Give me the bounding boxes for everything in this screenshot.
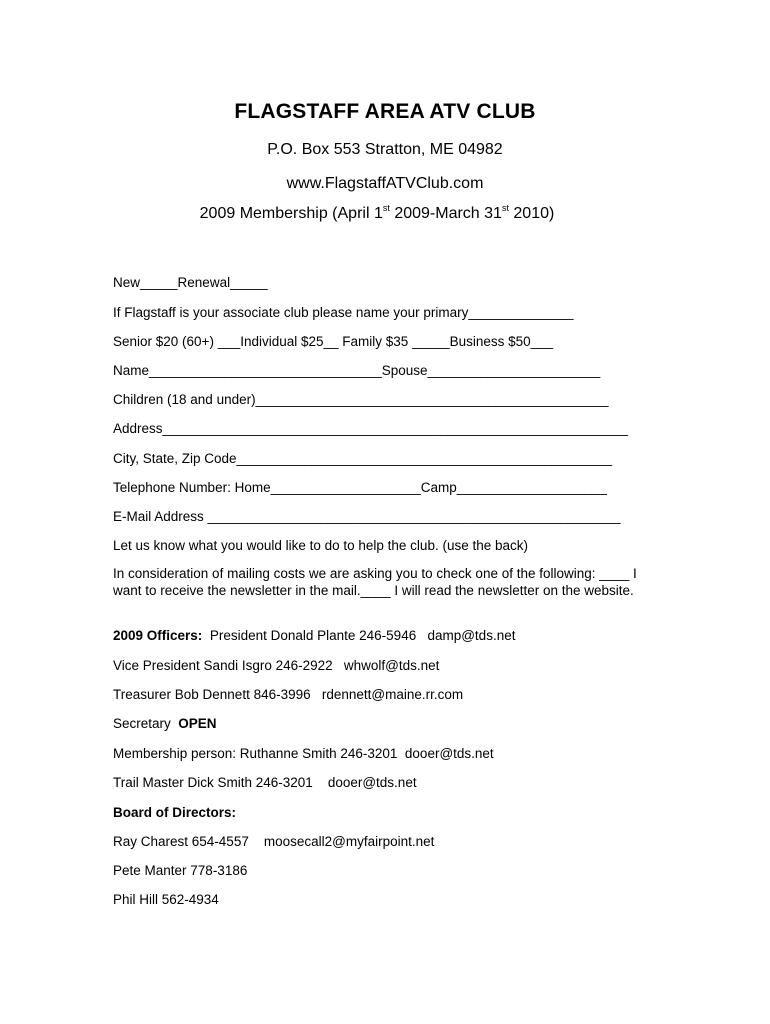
club-mailing-address: P.O. Box 553 Stratton, ME 04982 xyxy=(267,141,503,158)
address-field: Address______________________________________________________________ xyxy=(113,421,629,436)
board-member: Ray Charest 654-4557 moosecall2@myfairpoint.net xyxy=(113,834,435,849)
children-field: Children (18 and under)_______________________________________________ xyxy=(113,392,609,407)
membership-rates-field: Senior $20 (60+) ___Individual $25__ Family $35 _____Business $50___ xyxy=(113,334,554,349)
new-renewal-field: New_____Renewal_____ xyxy=(113,275,268,290)
membership-period-sup-1: st xyxy=(382,203,390,213)
board-member: Phil Hill 562-4934 xyxy=(113,892,219,907)
telephone-field: Telephone Number: Home____________________Camp____________________ xyxy=(113,480,607,495)
officers-heading: 2009 Officers: xyxy=(113,628,203,643)
email-field: E-Mail Address _______________________________________________________ xyxy=(113,509,621,524)
associate-club-field: If Flagstaff is your associate club please name your primary______________ xyxy=(113,305,574,320)
club-website: www.FlagstaffATVClub.com xyxy=(286,175,484,192)
secretary-label: Secretary xyxy=(113,716,179,731)
club-title: FLAGSTAFF AREA ATV CLUB xyxy=(234,100,536,123)
membership-period-sup-2: st xyxy=(501,203,509,213)
vice-president-info: Vice President Sandi Isgro 246-2922 whwolf@tds.net xyxy=(113,658,440,673)
membership-person-info: Membership person: Ruthanne Smith 246-3201 dooer@tds.net xyxy=(113,746,494,761)
membership-period-part-3: 2010) xyxy=(508,205,555,222)
help-note: Let us know what you would like to do to help the club. (use the back) xyxy=(113,538,528,553)
membership-period xyxy=(0,205,762,223)
treasurer-info: Treasurer Bob Dennett 846-3996 rdennett@maine.rr.com xyxy=(113,687,464,702)
secretary-line xyxy=(113,716,217,732)
membership-period-part-1: 2009 Membership (April 1 xyxy=(199,205,383,222)
name-spouse-field: Name_______________________________Spouse_______________________ xyxy=(113,363,601,378)
secretary-value: OPEN xyxy=(178,716,217,731)
board-member: Pete Manter 778-3186 xyxy=(113,863,248,878)
board-heading: Board of Directors: xyxy=(113,805,237,820)
trail-master-info: Trail Master Dick Smith 246-3201 dooer@tds.net xyxy=(113,775,417,790)
officers-president-line xyxy=(113,628,515,644)
membership-period-part-2: 2009-March 31 xyxy=(389,205,502,222)
president-info: President Donald Plante 246-5946 damp@tds.net xyxy=(202,628,516,643)
city-state-zip-field: City, State, Zip Code__________________________________________________ xyxy=(113,451,612,466)
newsletter-choice: In consideration of mailing costs we are asking you to check one of the following: ____ I want to receive the newsletter in the mail.____ I will read the newsletter on the website. xyxy=(113,566,637,598)
